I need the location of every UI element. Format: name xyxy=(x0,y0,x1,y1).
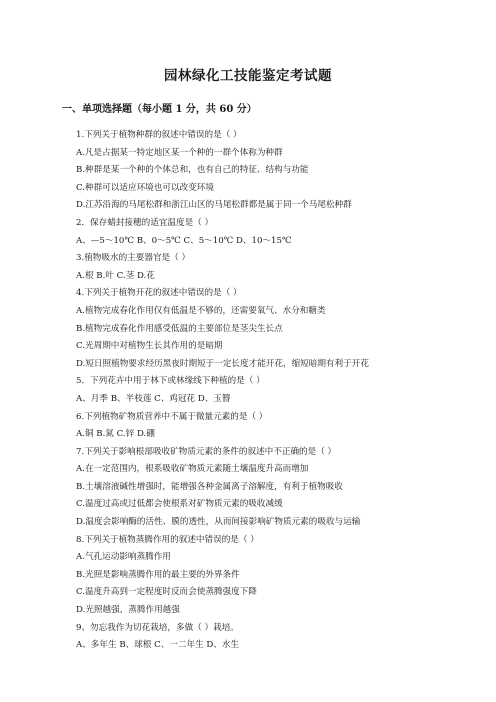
text-line: C.温度升高到一定程度时反而会使蒸腾强度下降 xyxy=(76,587,257,598)
text-line: A.根 B.叶 C.茎 D.花 xyxy=(76,270,155,281)
text-line: B.土壤溶液碱性增强时，能增强各种金属离子溶解度，有利于植物吸收 xyxy=(76,481,343,492)
text-line: 5．下列花卉中用于林下或林缘线下种植的是（ ） xyxy=(76,376,265,387)
question-list xyxy=(76,127,476,655)
text-line: 6.下列植物矿物质营养中不属于微量元素的是（ ） xyxy=(76,411,268,422)
text-line: C.种群可以适应环境也可以改变环境 xyxy=(76,182,214,193)
text-line: D.短日照植物要求经历黑夜时期短于一定长度才能开花，缩短暗期有利于开花 xyxy=(76,358,369,369)
text-line: 9、勿忘我作为切花栽培，多做（ ）栽培。 xyxy=(76,622,239,633)
text-line: A、月季 B、半枝莲 C、鸡冠花 D、玉簪 xyxy=(76,393,231,404)
text-line: C.温度过高或过低都会使根系对矿物质元素的吸收减缓 xyxy=(76,499,283,510)
text-line: A.凡是占据某一特定地区某一个种的一群个体称为种群 xyxy=(76,147,283,158)
text-line: 1.下列关于植物种群的叙述中错误的是（ ） xyxy=(76,130,242,140)
text-line: B.植物完成春化作用感受低温的主要部位是茎尖生长点 xyxy=(76,323,283,334)
text-line: 3.植物吸水的主要器官是（ ） xyxy=(76,253,191,264)
text-line: D.江苏沿海的马尾松群和浙江山区的马尾松群都是属于同一个马尾松种群 xyxy=(76,200,352,211)
text-line: 8.下列关于植物蒸腾作用的叙述中错误的是（ ） xyxy=(76,534,259,545)
text-line: A、—5～10℃ B、0～5℃ C、5～10℃ D、10～15℃ xyxy=(76,235,292,246)
text-line: A.铜 B.氮 C.锌 D.硼 xyxy=(76,429,155,440)
document-title: 园林绿化工技能鉴定考试题 xyxy=(164,68,332,84)
text-line: B.光照是影响蒸腾作用的最主要的外界条件 xyxy=(76,569,240,580)
text-line: D.光照越强，蒸腾作用越强 xyxy=(76,605,180,616)
text-line: A.气孔运动影响蒸腾作用 xyxy=(76,552,171,563)
text-line: 7.下列关于影响根部吸收矿物质元素的条件的叙述中不正确的是（ ） xyxy=(76,446,337,457)
text-line: C.光周期中对植物生长其作用的是暗期 xyxy=(76,341,223,352)
section-heading: 一、单项选择题（每小题 1 分，共 60 分） xyxy=(62,104,257,115)
text-line: A、多年生 B、球根 C、一二年生 D、水生 xyxy=(76,640,240,651)
text-line: 2．保存蜡封接穗的适宜温度是（ ） xyxy=(76,217,214,228)
text-line: B.种群是某一个种的个体总和，也有自己的特征、结构与功能 xyxy=(76,165,309,176)
text-line: 4.下列关于植物开花的叙述中错误的是（ ） xyxy=(76,288,242,299)
text-line: A.植物完成春化作用仅有低温是不够的，还需要氧气、水分和糖类 xyxy=(76,305,326,316)
text-line: D.温度会影响酶的活性、膜的透性，从而间接影响矿物质元素的吸收与运输 xyxy=(76,517,361,528)
text-line: A.在一定范围内，根系吸收矿物质元素随土壤温度升高而增加 xyxy=(76,464,309,475)
